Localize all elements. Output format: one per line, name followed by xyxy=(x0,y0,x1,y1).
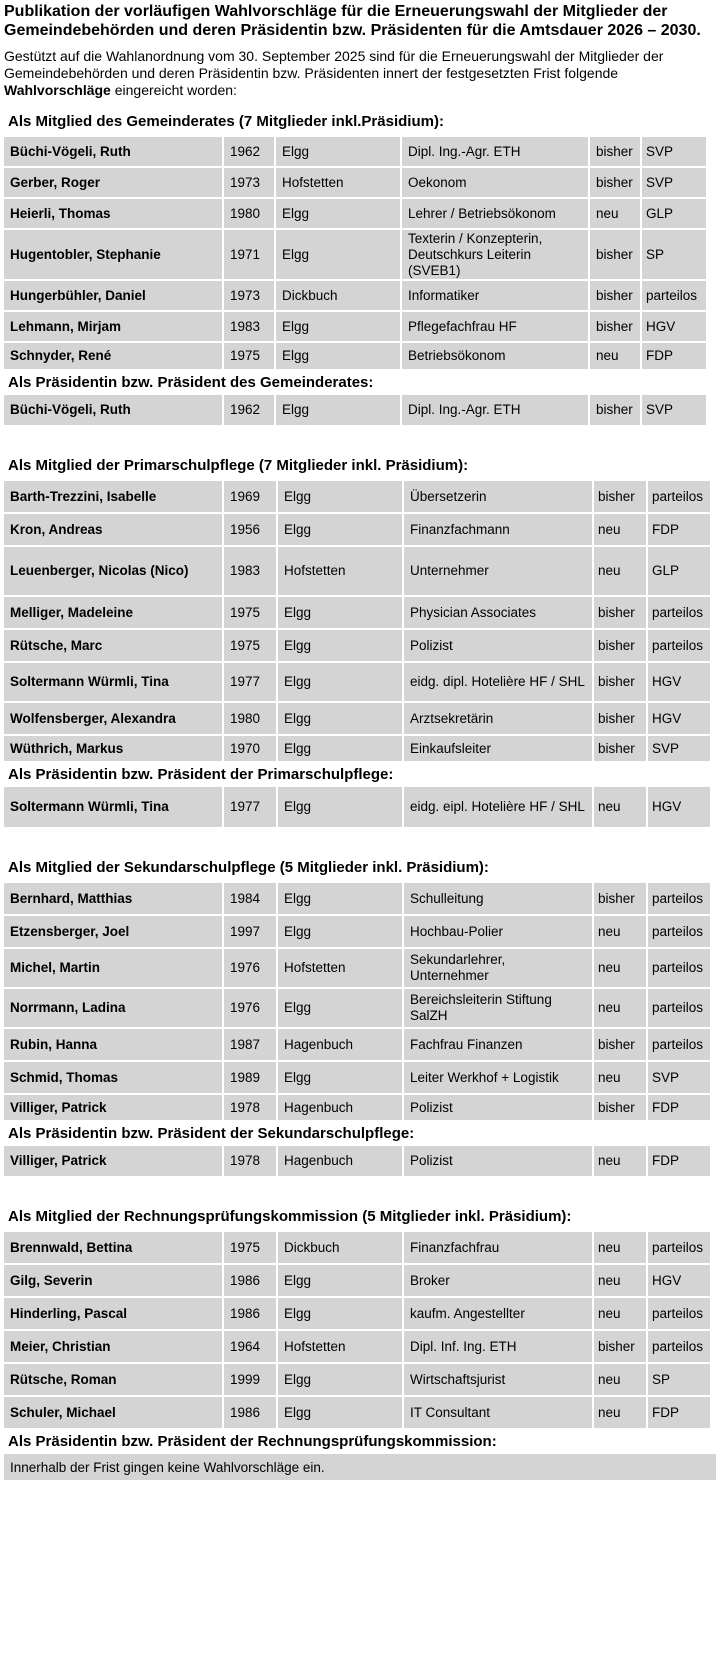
candidate-status-cell: bisher xyxy=(590,168,640,197)
candidate-row xyxy=(4,1232,716,1263)
candidate-place-cell: Elgg xyxy=(278,1298,402,1329)
candidate-place-cell: Elgg xyxy=(278,630,402,661)
candidate-party-cell: HGV xyxy=(648,663,710,701)
candidate-place-cell: Hofstetten xyxy=(278,547,402,595)
candidate-place-cell: Hofstetten xyxy=(278,1331,402,1362)
candidate-status-cell: neu xyxy=(594,1062,646,1093)
candidate-name-cell: Hungerbühler, Daniel xyxy=(4,281,222,310)
candidate-status-cell: neu xyxy=(594,949,646,987)
president-heading: Als Präsidentin bzw. Präsident des Gemeinderates: xyxy=(8,374,374,391)
candidate-place-cell: Elgg xyxy=(278,1265,402,1296)
candidate-place-cell: Elgg xyxy=(278,787,402,827)
president-candidate-row xyxy=(4,395,716,425)
candidate-party-cell: parteilos xyxy=(642,281,706,310)
candidate-party-cell: SVP xyxy=(642,168,706,197)
intro-paragraph xyxy=(4,48,716,99)
candidate-name-cell: Meier, Christian xyxy=(4,1331,222,1362)
candidate-place-cell: Dickbuch xyxy=(276,281,400,310)
candidate-name-cell: Schnyder, René xyxy=(4,343,222,369)
candidate-row xyxy=(4,199,716,228)
candidate-job-cell: Pflegefachfrau HF xyxy=(402,312,588,341)
candidate-place-cell: Elgg xyxy=(276,199,400,228)
candidate-place-cell: Elgg xyxy=(276,343,400,369)
candidate-name-cell: Hugentobler, Stephanie xyxy=(4,230,222,279)
candidate-party-cell: FDP xyxy=(642,343,706,369)
page-title: Publikation der vorläufigen Wahlvorschläge für die Erneuerungswahl der Mitglieder der Gemeindebehörden und deren Präsidentin bzw. Präsidenten für die Amtsdauer 2026 – 2030. xyxy=(4,3,701,39)
candidate-party-cell: parteilos xyxy=(648,883,710,914)
candidate-party-cell: parteilos xyxy=(648,916,710,947)
candidate-job-cell: Einkaufsleiter xyxy=(404,736,592,761)
candidate-status-cell: bisher xyxy=(594,663,646,701)
candidate-job-cell: Broker xyxy=(404,1265,592,1296)
candidate-row xyxy=(4,736,716,761)
candidate-job-cell: Unternehmer xyxy=(404,547,592,595)
candidate-name-cell: Soltermann Würmli, Tina xyxy=(4,787,222,827)
candidate-year-cell: 1956 xyxy=(224,514,276,545)
candidate-name-cell: Büchi-Vögeli, Ruth xyxy=(4,137,222,166)
candidate-row xyxy=(4,663,716,701)
candidate-status-cell: bisher xyxy=(594,481,646,512)
no-nominations-note: Innerhalb der Frist gingen keine Wahlvorschläge ein. xyxy=(4,1454,716,1480)
candidate-name-cell: Villiger, Patrick xyxy=(4,1146,222,1176)
candidate-name-cell: Gilg, Severin xyxy=(4,1265,222,1296)
candidate-status-cell: neu xyxy=(594,1298,646,1329)
candidate-place-cell: Elgg xyxy=(278,514,402,545)
candidate-job-cell: kaufm. Angestellter xyxy=(404,1298,592,1329)
candidate-party-cell: GLP xyxy=(648,547,710,595)
candidate-place-cell: Elgg xyxy=(278,481,402,512)
candidate-name-cell: Rubin, Hanna xyxy=(4,1029,222,1060)
candidate-party-cell: FDP xyxy=(648,1397,710,1428)
sections-container xyxy=(4,107,716,1480)
candidate-place-cell: Elgg xyxy=(278,1397,402,1428)
candidate-status-cell: neu xyxy=(590,199,640,228)
candidate-job-cell: Arztsekretärin xyxy=(404,703,592,734)
candidate-year-cell: 1973 xyxy=(224,281,274,310)
intro-text-start: Gestützt auf die Wahlanordnung vom 30. September 2025 sind für die Erneuerungswahl der Mitglieder der Gemeindebehörden und deren Präsidentin bzw. Präsidenten innert der festgesetzten Frist folgende xyxy=(4,48,664,81)
candidate-job-cell: Physician Associates xyxy=(404,597,592,628)
candidate-place-cell: Elgg xyxy=(278,989,402,1027)
candidate-row xyxy=(4,1029,716,1060)
candidate-status-cell: neu xyxy=(594,1232,646,1263)
candidate-place-cell: Dickbuch xyxy=(278,1232,402,1263)
candidate-status-cell: bisher xyxy=(590,281,640,310)
candidate-place-cell: Hagenbuch xyxy=(278,1029,402,1060)
intro-text-bold: Wahlvorschläge xyxy=(4,82,111,98)
candidate-row xyxy=(4,1298,716,1329)
candidate-name-cell: Büchi-Vögeli, Ruth xyxy=(4,395,222,425)
candidate-year-cell: 1964 xyxy=(224,1331,276,1362)
candidate-job-cell: Dipl. Ing.-Agr. ETH xyxy=(402,395,588,425)
candidate-status-cell: bisher xyxy=(590,230,640,279)
candidate-name-cell: Lehmann, Mirjam xyxy=(4,312,222,341)
candidate-row xyxy=(4,1331,716,1362)
candidate-name-cell: Wüthrich, Markus xyxy=(4,736,222,761)
candidate-row xyxy=(4,1095,716,1120)
candidate-name-cell: Melliger, Madeleine xyxy=(4,597,222,628)
candidate-place-cell: Elgg xyxy=(278,916,402,947)
candidate-place-cell: Elgg xyxy=(276,395,400,425)
election-section xyxy=(4,1202,716,1480)
candidate-job-cell: Bereichsleiterin Stiftung SalZH xyxy=(404,989,592,1027)
president-candidate-row xyxy=(4,787,716,827)
candidate-place-cell: Elgg xyxy=(278,597,402,628)
candidate-year-cell: 1980 xyxy=(224,703,276,734)
candidate-row xyxy=(4,989,716,1027)
candidate-row xyxy=(4,481,716,512)
candidate-status-cell: bisher xyxy=(590,395,640,425)
candidate-row xyxy=(4,168,716,197)
candidate-year-cell: 1962 xyxy=(224,395,274,425)
candidate-job-cell: Lehrer / Betriebsökonom xyxy=(402,199,588,228)
candidate-party-cell: SP xyxy=(648,1364,710,1395)
candidate-status-cell: neu xyxy=(594,547,646,595)
candidate-year-cell: 1975 xyxy=(224,597,276,628)
candidate-year-cell: 1978 xyxy=(224,1095,276,1120)
candidate-party-cell: parteilos xyxy=(648,481,710,512)
candidate-status-cell: bisher xyxy=(594,1331,646,1362)
candidate-party-cell: parteilos xyxy=(648,597,710,628)
candidate-place-cell: Elgg xyxy=(278,883,402,914)
section-heading: Als Mitglied des Gemeinderates (7 Mitglieder inkl.Präsidium): xyxy=(8,113,444,130)
candidate-job-cell: Polizist xyxy=(404,1146,592,1176)
candidate-place-cell: Hofstetten xyxy=(276,168,400,197)
candidate-year-cell: 1971 xyxy=(224,230,274,279)
candidate-party-cell: parteilos xyxy=(648,1331,710,1362)
candidate-party-cell: parteilos xyxy=(648,630,710,661)
candidate-job-cell: Fachfrau Finanzen xyxy=(404,1029,592,1060)
candidate-party-cell: FDP xyxy=(648,1095,710,1120)
candidate-year-cell: 1976 xyxy=(224,989,276,1027)
candidate-year-cell: 1978 xyxy=(224,1146,276,1176)
candidate-job-cell: Übersetzerin xyxy=(404,481,592,512)
candidate-status-cell: bisher xyxy=(594,883,646,914)
candidate-party-cell: SVP xyxy=(648,1062,710,1093)
candidate-place-cell: Elgg xyxy=(276,137,400,166)
candidate-year-cell: 1977 xyxy=(224,663,276,701)
candidate-year-cell: 1989 xyxy=(224,1062,276,1093)
candidate-job-cell: IT Consultant xyxy=(404,1397,592,1428)
candidate-year-cell: 1973 xyxy=(224,168,274,197)
candidate-status-cell: neu xyxy=(590,343,640,369)
candidate-party-cell: parteilos xyxy=(648,1298,710,1329)
candidate-row xyxy=(4,514,716,545)
candidate-name-cell: Hinderling, Pascal xyxy=(4,1298,222,1329)
candidate-name-cell: Schmid, Thomas xyxy=(4,1062,222,1093)
candidate-year-cell: 1999 xyxy=(224,1364,276,1395)
candidate-party-cell: GLP xyxy=(642,199,706,228)
candidate-party-cell: parteilos xyxy=(648,1029,710,1060)
candidate-row xyxy=(4,916,716,947)
candidate-status-cell: neu xyxy=(594,916,646,947)
candidate-job-cell: Polizist xyxy=(404,630,592,661)
candidate-row xyxy=(4,343,716,369)
candidate-status-cell: bisher xyxy=(594,597,646,628)
candidate-row xyxy=(4,312,716,341)
candidate-name-cell: Schuler, Michael xyxy=(4,1397,222,1428)
candidate-party-cell: parteilos xyxy=(648,989,710,1027)
candidate-status-cell: neu xyxy=(594,1397,646,1428)
candidate-name-cell: Michel, Martin xyxy=(4,949,222,987)
section-heading: Als Mitglied der Primarschulpflege (7 Mitglieder inkl. Präsidium): xyxy=(8,457,469,474)
candidate-party-cell: FDP xyxy=(648,1146,710,1176)
candidate-job-cell: Hochbau-Polier xyxy=(404,916,592,947)
candidate-year-cell: 1986 xyxy=(224,1298,276,1329)
candidate-job-cell: Informatiker xyxy=(402,281,588,310)
candidate-place-cell: Hofstetten xyxy=(278,949,402,987)
candidate-job-cell: Dipl. Inf. Ing. ETH xyxy=(404,1331,592,1362)
candidate-status-cell: neu xyxy=(594,1364,646,1395)
candidate-status-cell: bisher xyxy=(594,703,646,734)
candidate-name-cell: Bernhard, Matthias xyxy=(4,883,222,914)
candidate-year-cell: 1987 xyxy=(224,1029,276,1060)
candidate-place-cell: Elgg xyxy=(278,703,402,734)
candidate-status-cell: bisher xyxy=(594,1029,646,1060)
candidate-year-cell: 1975 xyxy=(224,1232,276,1263)
president-heading: Als Präsidentin bzw. Präsident der Rechnungsprüfungskommission: xyxy=(8,1433,497,1450)
candidate-name-cell: Barth-Trezzini, Isabelle xyxy=(4,481,222,512)
candidate-party-cell: SP xyxy=(642,230,706,279)
candidate-year-cell: 1962 xyxy=(224,137,274,166)
candidate-year-cell: 1986 xyxy=(224,1397,276,1428)
intro-text-end: eingereicht worden: xyxy=(110,82,237,98)
candidate-status-cell: bisher xyxy=(590,312,640,341)
candidate-party-cell: SVP xyxy=(642,395,706,425)
candidate-status-cell: bisher xyxy=(590,137,640,166)
candidate-place-cell: Hagenbuch xyxy=(278,1146,402,1176)
candidate-job-cell: Texterin / Konzepterin, Deutschkurs Leiterin (SVEB1) xyxy=(402,230,588,279)
candidate-row xyxy=(4,1397,716,1428)
candidate-year-cell: 1997 xyxy=(224,916,276,947)
candidate-year-cell: 1976 xyxy=(224,949,276,987)
candidate-row xyxy=(4,1062,716,1093)
candidate-party-cell: FDP xyxy=(648,514,710,545)
candidate-job-cell: Schulleitung xyxy=(404,883,592,914)
candidate-year-cell: 1975 xyxy=(224,630,276,661)
candidate-row xyxy=(4,949,716,987)
candidate-name-cell: Brennwald, Bettina xyxy=(4,1232,222,1263)
candidate-row xyxy=(4,630,716,661)
candidate-status-cell: neu xyxy=(594,787,646,827)
candidate-year-cell: 1986 xyxy=(224,1265,276,1296)
candidate-status-cell: neu xyxy=(594,1146,646,1176)
candidate-row xyxy=(4,883,716,914)
candidate-name-cell: Heierli, Thomas xyxy=(4,199,222,228)
candidate-party-cell: parteilos xyxy=(648,1232,710,1263)
candidate-party-cell: parteilos xyxy=(648,949,710,987)
candidate-place-cell: Elgg xyxy=(276,312,400,341)
candidate-name-cell: Villiger, Patrick xyxy=(4,1095,222,1120)
candidate-row xyxy=(4,137,716,166)
publication-page xyxy=(0,2,720,1480)
president-heading: Als Präsidentin bzw. Präsident der Sekundarschulpflege: xyxy=(8,1125,415,1142)
candidate-party-cell: HGV xyxy=(648,1265,710,1296)
candidate-place-cell: Elgg xyxy=(278,663,402,701)
candidate-year-cell: 1975 xyxy=(224,343,274,369)
candidate-year-cell: 1980 xyxy=(224,199,274,228)
candidate-job-cell: Sekundarlehrer, Unternehmer xyxy=(404,949,592,987)
candidate-name-cell: Gerber, Roger xyxy=(4,168,222,197)
candidate-place-cell: Elgg xyxy=(278,1062,402,1093)
candidate-party-cell: SVP xyxy=(642,137,706,166)
candidate-row xyxy=(4,703,716,734)
candidate-status-cell: bisher xyxy=(594,1095,646,1120)
election-section xyxy=(4,107,716,425)
candidate-name-cell: Etzensberger, Joel xyxy=(4,916,222,947)
candidate-job-cell: Finanzfachfrau xyxy=(404,1232,592,1263)
candidate-job-cell: Dipl. Ing.-Agr. ETH xyxy=(402,137,588,166)
candidate-row xyxy=(4,597,716,628)
candidate-job-cell: eidg. dipl. Hotelière HF / SHL xyxy=(404,663,592,701)
president-heading: Als Präsidentin bzw. Präsident der Primarschulpflege: xyxy=(8,766,394,783)
candidate-job-cell: Betriebsökonom xyxy=(402,343,588,369)
election-section xyxy=(4,451,716,827)
candidate-name-cell: Soltermann Würmli, Tina xyxy=(4,663,222,701)
candidate-party-cell: SVP xyxy=(648,736,710,761)
president-candidate-row xyxy=(4,1146,716,1176)
candidate-party-cell: HGV xyxy=(648,787,710,827)
candidate-place-cell: Hagenbuch xyxy=(278,1095,402,1120)
candidate-status-cell: neu xyxy=(594,1265,646,1296)
election-section xyxy=(4,853,716,1176)
candidate-name-cell: Rütsche, Marc xyxy=(4,630,222,661)
candidate-name-cell: Norrmann, Ladina xyxy=(4,989,222,1027)
candidate-status-cell: bisher xyxy=(594,736,646,761)
candidate-name-cell: Rütsche, Roman xyxy=(4,1364,222,1395)
candidate-party-cell: HGV xyxy=(648,703,710,734)
candidate-place-cell: Elgg xyxy=(276,230,400,279)
candidate-row xyxy=(4,1265,716,1296)
candidate-job-cell: Polizist xyxy=(404,1095,592,1120)
section-heading: Als Mitglied der Sekundarschulpflege (5 Mitglieder inkl. Präsidium): xyxy=(8,859,489,876)
candidate-job-cell: Leiter Werkhof + Logistik xyxy=(404,1062,592,1093)
candidate-year-cell: 1983 xyxy=(224,312,274,341)
candidate-job-cell: Wirtschaftsjurist xyxy=(404,1364,592,1395)
section-heading: Als Mitglied der Rechnungsprüfungskommission (5 Mitglieder inkl. Präsidium): xyxy=(8,1208,572,1225)
candidate-status-cell: neu xyxy=(594,989,646,1027)
candidate-year-cell: 1984 xyxy=(224,883,276,914)
candidate-row xyxy=(4,1364,716,1395)
candidate-job-cell: Oekonom xyxy=(402,168,588,197)
candidate-name-cell: Kron, Andreas xyxy=(4,514,222,545)
candidate-job-cell: eidg. eipl. Hotelière HF / SHL xyxy=(404,787,592,827)
candidate-row xyxy=(4,230,716,279)
candidate-row xyxy=(4,281,716,310)
candidate-status-cell: neu xyxy=(594,514,646,545)
candidate-row xyxy=(4,547,716,595)
candidate-year-cell: 1983 xyxy=(224,547,276,595)
candidate-job-cell: Finanzfachmann xyxy=(404,514,592,545)
candidate-year-cell: 1969 xyxy=(224,481,276,512)
candidate-name-cell: Wolfensberger, Alexandra xyxy=(4,703,222,734)
candidate-party-cell: HGV xyxy=(642,312,706,341)
candidate-place-cell: Elgg xyxy=(278,736,402,761)
candidate-name-cell: Leuenberger, Nicolas (Nico) xyxy=(4,547,222,595)
candidate-year-cell: 1977 xyxy=(224,787,276,827)
candidate-status-cell: bisher xyxy=(594,630,646,661)
candidate-year-cell: 1970 xyxy=(224,736,276,761)
candidate-place-cell: Elgg xyxy=(278,1364,402,1395)
